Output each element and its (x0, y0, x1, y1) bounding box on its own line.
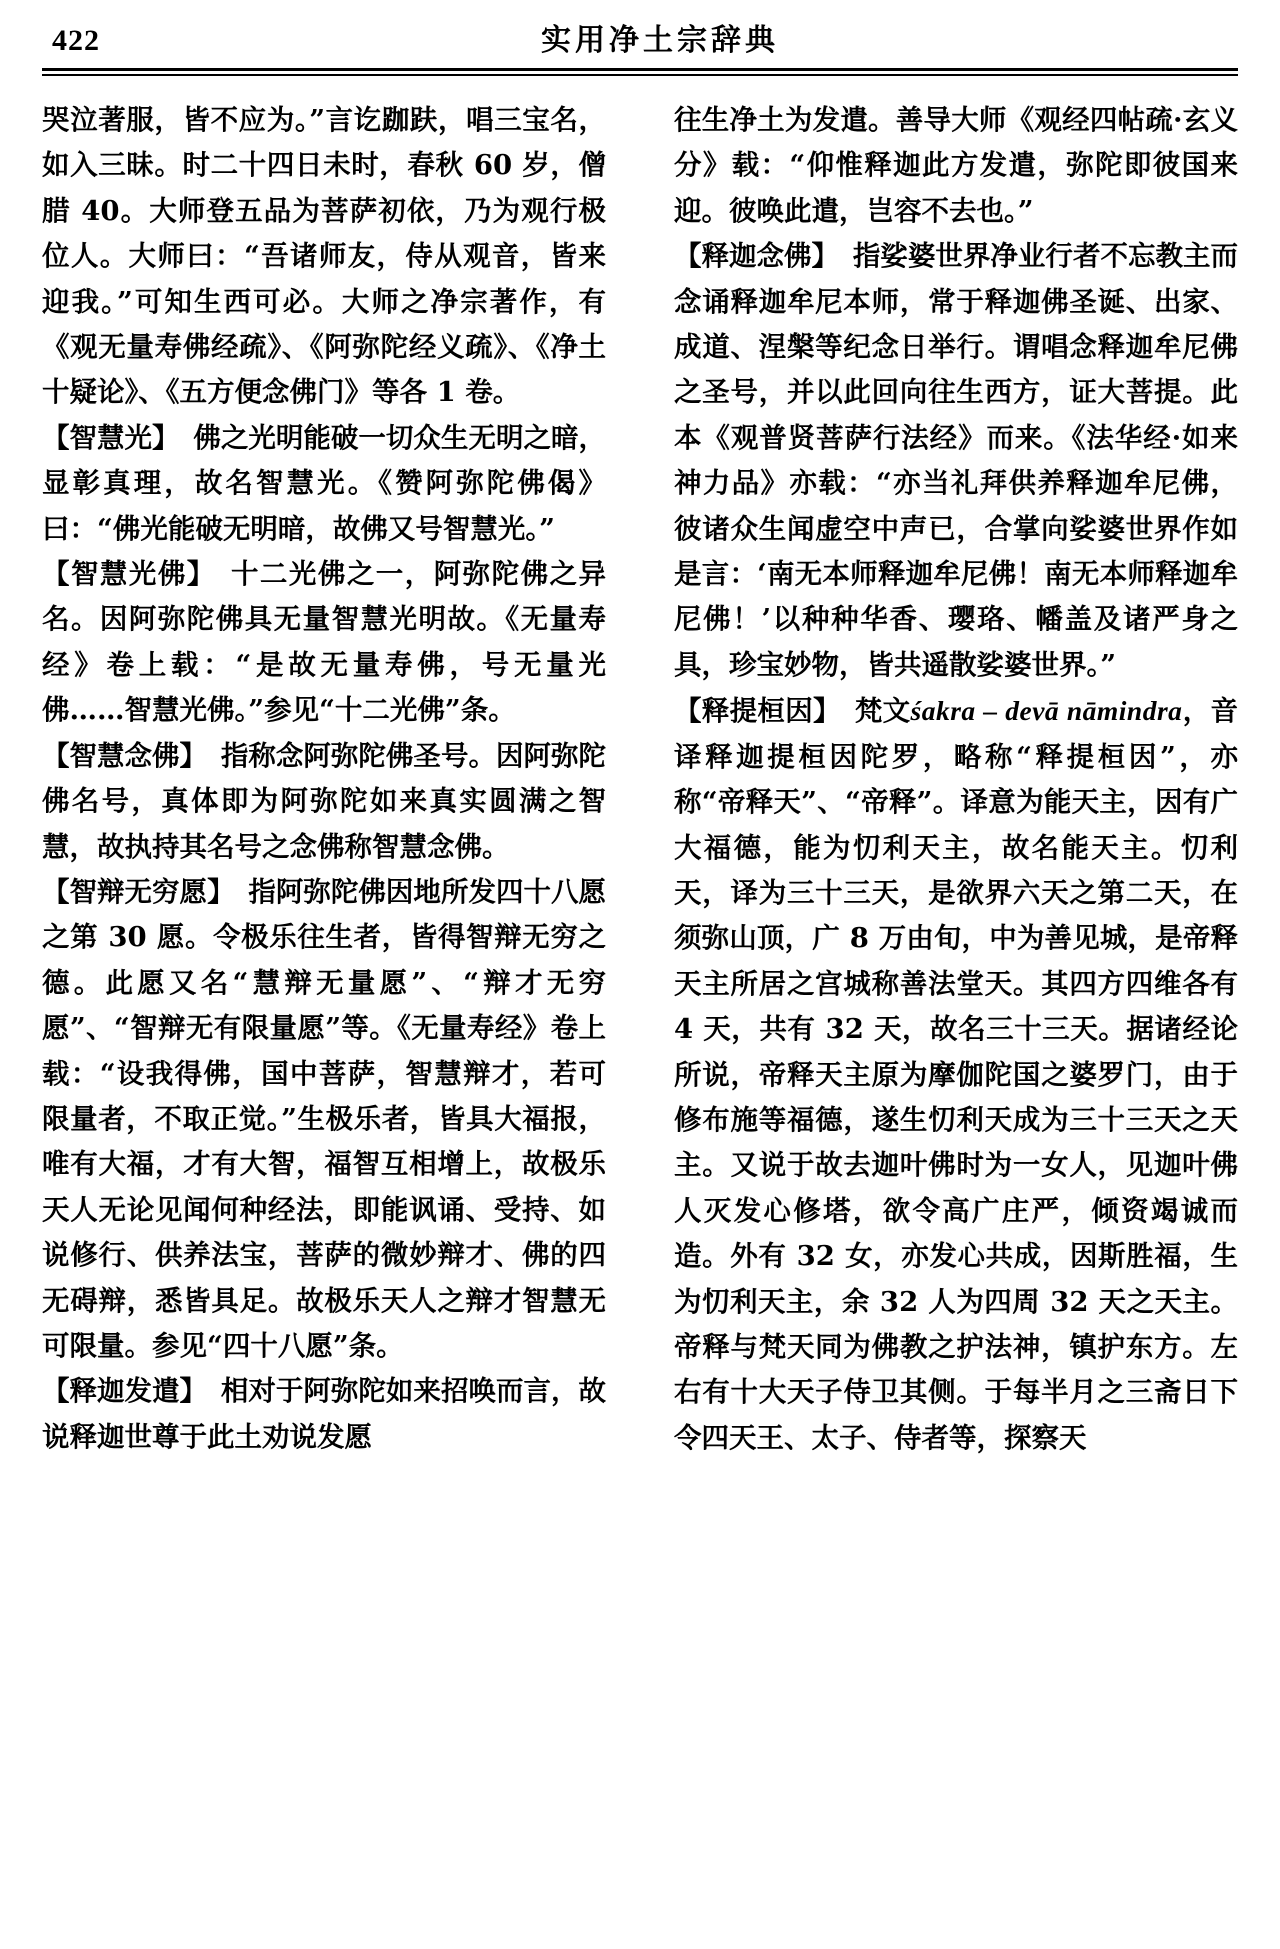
entry-body: 指娑婆世界净业行者不忘教主而念诵释迦牟尼本师，常于释迦佛圣诞、出家、成道、涅槃等纪念日举行。谓唱念释迦牟尼佛之圣号，并以此回向往生西方，证大菩提。此本《观普贤菩萨行法经》而来。《法华经·如来神力品》亦载：“亦当礼拜供养释迦牟尼佛，彼诸众生闻虚空中声已，合掌向娑婆世界作如是言：‘南无本师释迦牟尼佛！南无本师释迦牟尼佛！’以种种华香、璎珞、幡盖及诸严身之具，珍宝妙物，皆共遥散娑婆世界。” (674, 240, 1239, 681)
entry-body: 十二光佛之一，阿弥陀佛之异名。因阿弥陀佛具无量智慧光明故。《无量寿经》卷上载：“是故无量寿佛，号无量光佛……智慧光佛。”参见“十二光佛”条。 (42, 558, 607, 727)
entry-body: 指阿弥陀佛因地所发四十八愿之第 30 愿。令极乐往生者，皆得智辩无穷之德。此愿又名“慧辩无量愿”、“辩才无穷愿”、“智辩无有限量愿”等。《无量寿经》卷上载：“设我得佛，国中菩萨，智慧辩才，若可限量者，不取正觉。”生极乐者，皆具大福报，唯有大福，才有大智，福智互相增上，故极乐天人无论见闻何种经法，即能讽诵、受持、如说修行、供养法宝，菩萨的微妙辩才、佛的四无碍辩，悉皆具足。故极乐天人之辩才智慧无可限量。参见“四十八愿”条。 (42, 875, 607, 1362)
entry-shijianianfo (674, 234, 1238, 688)
sanskrit-transliteration: śakra – devā nāmindra (910, 695, 1183, 727)
column-right (640, 98, 1238, 1918)
entry-headword: 【智慧光】 (42, 421, 180, 454)
paragraph-continuation (674, 98, 1238, 234)
running-title: 实用净土宗辞典 (541, 23, 779, 58)
entry-zhibianwuqiongyuan (42, 870, 606, 1369)
paragraph-continuation (42, 98, 606, 416)
paragraph-text: 哭泣著服，皆不应为。”言讫跏趺，唱三宝名，如入三昧。时二十四日未时，春秋 60 岁，僧腊 40。大师登五品为菩萨初依，乃为观行极位人。大师曰：“吾诸师友，侍从观音，皆来迎我。”可知生西可必。大师之净宗著作，有《观无量寿佛经疏》、《阿弥陀经义疏》、《净土十疑论》、《五方便念佛门》等各 1 卷。 (42, 104, 606, 409)
entry-zhihuiguangfo (42, 552, 606, 734)
entry-headword: 【释迦发遣】 (42, 1375, 208, 1408)
entry-headword: 【智辩无穷愿】 (42, 875, 235, 908)
header-rule-thin (42, 74, 1238, 76)
page-number: 422 (52, 24, 100, 57)
page-header (42, 0, 1238, 62)
header-rule-thick (42, 68, 1238, 71)
entry-shitihuanyin (674, 688, 1238, 1461)
entry-shijiafaqian (42, 1369, 606, 1460)
column-left (42, 98, 640, 1918)
entry-headword: 【释提桓因】 (674, 695, 841, 728)
entry-headword: 【智慧念佛】 (42, 739, 208, 772)
entry-body: 佛之光明能破一切众生无明之暗，显彰真理，故名智慧光。《赞阿弥陀佛偈》曰：“佛光能破无明暗，故佛又号智慧光。” (42, 421, 606, 545)
body-columns (42, 98, 1238, 1918)
paragraph-text: 往生净土为发遣。善导大师《观经四帖疏·玄义分》载：“仰惟释迦此方发遣，弥陀即彼国来迎。彼唤此遣，岂容不去也。” (674, 104, 1238, 227)
entry-headword: 【释迦念佛】 (674, 240, 840, 273)
entry-headword: 【智慧光佛】 (42, 558, 216, 591)
entry-body: ，音译释迦提桓因陀罗，略称“释提桓因”，亦称“帝释天”、“帝释”。译意为能天主，因有广大福德，能为忉利天主，故名能天主。忉利天，译为三十三天，是欲界六天之第二天，在须弥山顶，广 8 万由旬，中为善见城，是帝释天主所居之宫城称善法堂天。其四方四维各有 4 天，共有 32 天，故名三十三天。据诸经论所说，帝释天主原为摩伽陀国之婆罗门，由于修布施等福德，遂生忉利天成为三十三天之天主。又说于故去迦叶佛时为一女人，见迦叶佛人灭发心修塔，欲令高广庄严，倾资竭诚而造。外有 32 女，亦发心共成，因斯胜福，生为忉利天主，余 32 人为四周 32 天之天主。帝释与梵天同为佛教之护法神，镇护东方。左右有十大天子侍卫其侧。于每半月之三斋日下令四天王、太子、侍者等，探察天 (674, 695, 1239, 1454)
entry-zhihuiguang (42, 416, 606, 552)
entry-body-pre: 梵文 (854, 695, 911, 728)
entry-zhihuinianfo (42, 734, 606, 870)
entry-body: 相对于阿弥陀如来招唤而言，故说释迦世尊于此土劝说发愿 (42, 1375, 607, 1453)
entry-body: 指称念阿弥陀佛圣号。因阿弥陀佛名号，真体即为阿弥陀如来真实圆满之智慧，故执持其名号之念佛称智慧念佛。 (42, 739, 607, 863)
